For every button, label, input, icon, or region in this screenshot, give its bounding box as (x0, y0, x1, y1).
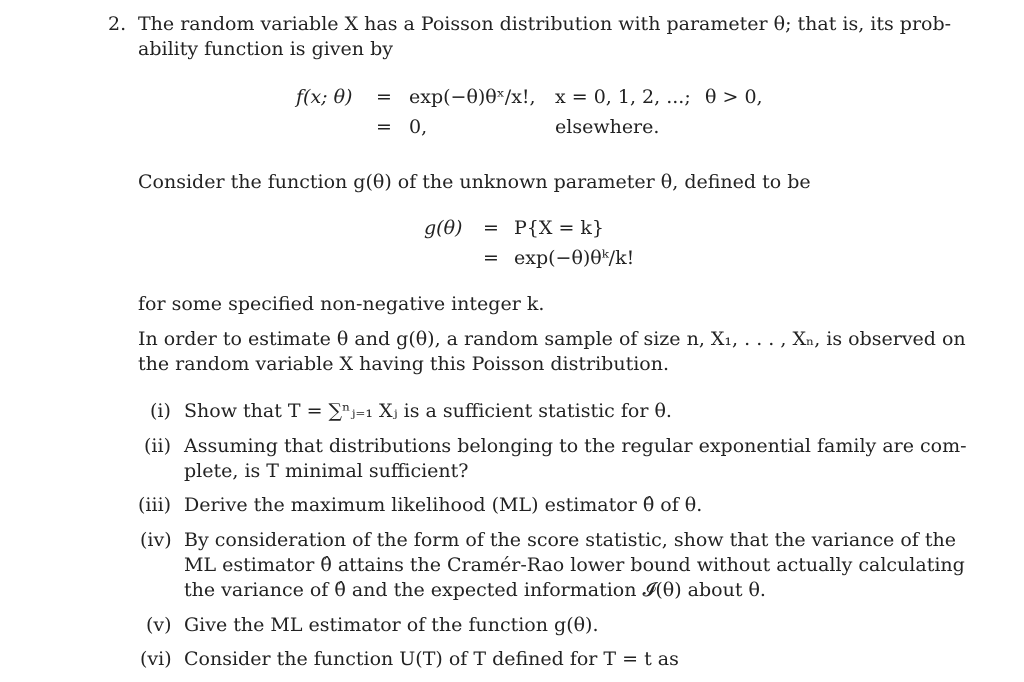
g-rhs-1: P{X = k} (514, 217, 604, 239)
part-label: (i) (150, 400, 171, 422)
pmf-condition-3: elsewhere. (555, 116, 660, 138)
consider-line: Consider the function g(θ) of the unknown parameter θ, defined to be (138, 171, 811, 193)
part-text-line: By consideration of the form of the score statistic, show that the variance of the (184, 529, 956, 551)
pmf-rhs-2: 0, (409, 116, 428, 138)
part-label: (ii) (144, 435, 171, 457)
intro-line-2: ability function is given by (138, 38, 393, 60)
pmf-rhs-1: exp(−θ)θˣ/x!, (409, 86, 536, 108)
part-label: (vi) (140, 648, 172, 670)
part-label: (iii) (138, 494, 172, 516)
part-text-line: ML estimator θ̂ attains the Cramér-Rao lower bound without actually calculating (184, 554, 965, 576)
g-lhs: g(θ) (424, 217, 463, 239)
part-label: (v) (146, 614, 172, 636)
problem-number: 2. (108, 13, 127, 35)
pmf-condition-2: θ > 0, (705, 86, 763, 108)
g-rhs-2: exp(−θ)θᵏ/k! (514, 247, 635, 269)
part-text-line: Assuming that distributions belonging to the regular exponential family are com- (184, 435, 967, 457)
for-some-line: for some specified non-negative integer k. (138, 293, 545, 315)
part-label: (iv) (140, 529, 172, 551)
part-text-line: the variance of θ̂ and the expected information 𝓘(θ) about θ. (184, 579, 766, 601)
part-text-line: Show that T = ∑ⁿⱼ₌₁ Xⱼ is a sufficient statistic for θ. (184, 400, 672, 422)
pmf-equals-1: = (376, 86, 392, 108)
part-text-line: plete, is T minimal sufficient? (184, 460, 469, 482)
pmf-lhs: f(x; θ) (296, 86, 353, 108)
sample-line-1: In order to estimate θ and g(θ), a random sample of size n, X₁, . . . , Xₙ, is observed on (138, 328, 966, 350)
part-text-line: Consider the function U(T) of T defined for T = t as (184, 648, 679, 670)
g-equals-2: = (483, 247, 499, 269)
pmf-equals-2: = (376, 116, 392, 138)
sample-line-2: the random variable X having this Poisson distribution. (138, 353, 670, 375)
g-equals-1: = (483, 217, 499, 239)
pmf-condition-1: x = 0, 1, 2, ...; (555, 86, 691, 108)
part-text-line: Derive the maximum likelihood (ML) estimator θ̂ of θ. (184, 494, 703, 516)
part-text-line: Give the ML estimator of the function g(θ). (184, 614, 599, 636)
intro-line-1: The random variable X has a Poisson distribution with parameter θ; that is, its prob- (138, 13, 952, 35)
